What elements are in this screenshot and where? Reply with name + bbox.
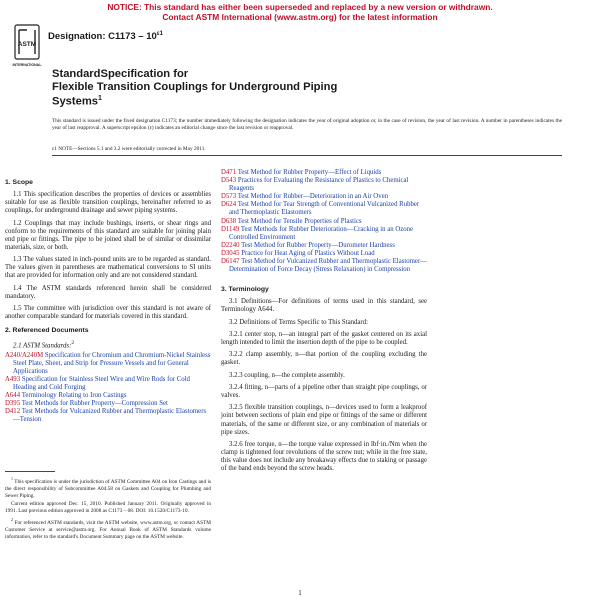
reference-item	[5, 376, 211, 392]
reference-title: Test Methods for Rubber Property—Compression Set	[21, 400, 168, 408]
reference-code-link[interactable]: A493	[5, 375, 21, 383]
designation	[48, 31, 163, 42]
footnotes	[5, 475, 211, 542]
reference-item	[221, 258, 427, 274]
reference-code-link[interactable]: D573	[221, 193, 237, 201]
reference-title: Specification for Chromium and Chromium-Nickel Stainless Steel Plate, Sheet, and Strip for Pressure Vessels and for General Applications	[13, 351, 211, 375]
paragraph-3-2-2: 3.2.2 clamp assembly, n—that portion of the coupling excluding the gasket.	[221, 351, 427, 367]
scope-heading: 1. Scope	[5, 179, 33, 186]
reference-item	[221, 201, 427, 217]
right-column	[221, 169, 427, 478]
header-divider	[52, 155, 562, 156]
paragraph-3-2-1: 3.2.1 center stop, n—an integral part of the gasket centered on its axial length intended to limit the insertion depth of the pipe to be coupled.	[221, 330, 427, 347]
reference-code-link[interactable]: D3045	[221, 249, 240, 257]
reference-code-link[interactable]: D624	[221, 201, 237, 209]
designation-number: C1173 – 10	[108, 31, 157, 43]
title-line-1: StandardSpecification for	[52, 68, 189, 80]
reference-item	[221, 177, 427, 193]
reference-item	[221, 226, 427, 242]
reference-item	[5, 352, 211, 376]
reference-item	[221, 169, 427, 177]
reference-code-link[interactable]: D638	[221, 217, 237, 225]
title-footnote-ref: 1	[98, 95, 102, 103]
left-reference-list	[5, 352, 211, 425]
paragraph-1-2: 1.2 Couplings that may include bushings, inserts, or shear rings and conform to the requirements of this standard are suitable for joining plain end pipe or fittings. The pipe to be joined shall be of similar or dissimilar materials, size, or both.	[5, 219, 211, 251]
paragraph-3-2-5: 3.2.5 flexible transition couplings, n—devices used to form a leakproof joint between sections of plain end pipe or fittings of the same or different materials, of the same or different size, or any combination of materials or pipe sizes.	[221, 404, 427, 436]
reference-title: Test Method for Rubber—Deterioration in an Air Oven	[237, 193, 389, 201]
referenced-documents-heading: 2. Referenced Documents	[5, 327, 89, 335]
astm-logo-icon	[14, 24, 40, 70]
reference-title: Practices for Evaluating the Resistance of Plastics to Chemical Reagents	[229, 177, 409, 193]
reference-title: Test Method for Tensile Properties of Plastics	[237, 217, 362, 225]
paragraph-3-2: 3.2 Definitions of Terms Specific to This Standard:	[229, 318, 368, 326]
astm-standards-label: 2.1 ASTM Standards:	[13, 342, 72, 350]
reference-code-link[interactable]: D395	[5, 400, 21, 408]
right-reference-list	[221, 169, 427, 274]
title-line-2: Flexible Transition Couplings for Underground Piping	[52, 80, 338, 93]
reference-title: Test Method for Tear Strength of Conventional Vulcanized Rubber and Thermoplastic Elastomers	[229, 201, 420, 217]
logo-subtext: INTERNATIONAL	[12, 63, 42, 67]
reference-code-link[interactable]: D471	[221, 169, 237, 176]
paragraph-1-1: 1.1 This specification describes the properties of devices or assemblies suitable for use as flexible transition couplings, hereinafter referred to as couplings, for underground drainage and sewer piping systems.	[5, 191, 211, 215]
paragraph-1-5: 1.5 The committee with jurisdiction over this standard is not aware of another comparable standard for materials covered in this standard.	[5, 304, 211, 321]
paragraph-3-2-3: 3.2.3 coupling, n—the complete assembly.	[229, 371, 345, 379]
paragraph-3-1: 3.1 Definitions—For definitions of terms used in this standard, see Terminology A644.	[221, 298, 427, 314]
notice-banner	[0, 2, 600, 22]
reference-code-link[interactable]: D1149	[221, 225, 240, 233]
notice-line-2: Contact ASTM International (www.astm.org) for the latest information	[162, 12, 438, 22]
astm-standards-subheading	[5, 339, 211, 350]
astm-standards-footnote-ref: 2	[71, 340, 75, 347]
reference-item	[5, 392, 211, 400]
reference-code-link[interactable]: D412	[5, 408, 21, 416]
reference-item	[5, 408, 211, 424]
reference-code-link[interactable]: D2240	[221, 241, 240, 249]
footnote-divider	[5, 471, 55, 472]
logo-text: ASTM	[17, 41, 37, 48]
reference-title: Test Method for Vulcanized Rubber and Thermoplastic Elastomer—Determination of Force Decay (Stress Relaxation) in Compression	[229, 258, 428, 274]
reference-item	[221, 218, 427, 226]
designation-label: Designation:	[48, 31, 106, 43]
reference-code-link[interactable]: A240/A240M	[5, 351, 44, 359]
title-line-3: Systems	[52, 95, 99, 108]
reference-code-link[interactable]: D543	[221, 177, 237, 185]
reference-item	[221, 242, 427, 250]
editorial-note: ε1 NOTE—Sections 5.1 and 3.2 were editorially corrected in May 2011.	[52, 146, 206, 152]
paragraph-3-2-4: 3.2.4 fitting, n—parts of a pipeline other than straight pipe couplings, or valves.	[221, 384, 427, 400]
reference-title: Practice for Heat Aging of Plastics Without Load	[241, 249, 375, 257]
footnote-2: $^2$ For referenced ASTM standards, visit the ASTM website, www.astm.org, or contact ASTM Customer Service at service@astm.org. For Annual Book of ASTM Standards volume information, refer to the standard's Document Summary page on the ASTM website.	[5, 516, 212, 540]
reference-title: Test Methods for Vulcanized Rubber and Thermoplastic Elastomers—Tension	[13, 408, 207, 424]
reference-code-link[interactable]: A644	[5, 392, 21, 400]
footnote-2-text: For referenced ASTM standards, visit the ASTM website, www.astm.org, or contact ASTM Customer Service at service@astm.org. For Annual Book of ASTM Standards volume information, refer to the standard's Document Summary page on the ASTM website.	[5, 519, 212, 540]
reference-title: Test Method for Rubber Property—Effect of Liquids	[237, 169, 382, 176]
paragraph-1-4: 1.4 The ASTM standards referenced herein shall be considered mandatory.	[5, 284, 211, 300]
reference-title: Test Methods for Rubber Deterioration—Cracking in an Ozone Controlled Environment	[229, 225, 414, 241]
left-column	[5, 173, 211, 424]
reference-item	[5, 400, 211, 408]
reference-title: Test Method for Rubber Property—Durometer Hardness	[241, 241, 395, 249]
reference-code-link[interactable]: D6147	[221, 258, 240, 266]
reference-title: Specification for Stainless Steel Wire and Wire Rods for Cold Heading and Cold Forging	[13, 375, 190, 391]
terminology-heading: 3. Terminology	[221, 286, 269, 294]
intro-paragraph: This standard is issued under the fixed designation C1173; the number immediately following the designation indicates the year of original adoption or, in the case of revision, the year of last revision. A number in parentheses indicates the year of last reapproval. A superscript epsilon (ε) indicates an editorial change since the last revision or reapproval.	[52, 118, 562, 131]
document-title	[52, 68, 352, 109]
paragraph-1-3: 1.3 The values stated in inch-pound units are to be regarded as standard. The values given in parentheses are mathematical conversions to SI units that are provided for information only and are not considered standard.	[5, 256, 211, 280]
footnote-1-text: This specification is under the jurisdiction of ASTM Committee A04 on Iron Castings and is the direct responsibility of Subcommittee A04.58 on Gaskets and Coupling for Plumbing and Sewer Piping.	[5, 478, 212, 499]
reference-title: Terminology Relating to Iron Castings	[21, 392, 127, 400]
reference-item	[221, 193, 427, 201]
footnote-1: $^1$ This specification is under the jurisdiction of ASTM Committee A04 on Iron Castings and is the direct responsibility of Subcommittee A04.58 on Gaskets and Coupling for Plumbing and Sewer Piping.	[5, 476, 212, 499]
reference-item	[221, 250, 427, 258]
paragraph-3-2-6: 3.2.6 free torque, n—the torque value expressed in lbf·in./Nm when the clamp is tightened four revolutions of the screw nut; while in the free state, this value does not include any breakaway effects due to staking or passage of the band ends beyond the screw heads.	[221, 440, 427, 473]
footnote-1b: Current edition approved Dec. 15, 2010. Published January 2011. Originally approved in 1991. Last previous edition approved in 2008 as C1173 – 08. DOI: 10.1520/C1173-10.	[5, 500, 211, 514]
notice-line-1: NOTICE: This standard has either been superseded and replaced by a new version or withdrawn.	[107, 2, 493, 12]
page-number: 1	[298, 589, 302, 597]
designation-superscript: ε1	[156, 31, 163, 37]
